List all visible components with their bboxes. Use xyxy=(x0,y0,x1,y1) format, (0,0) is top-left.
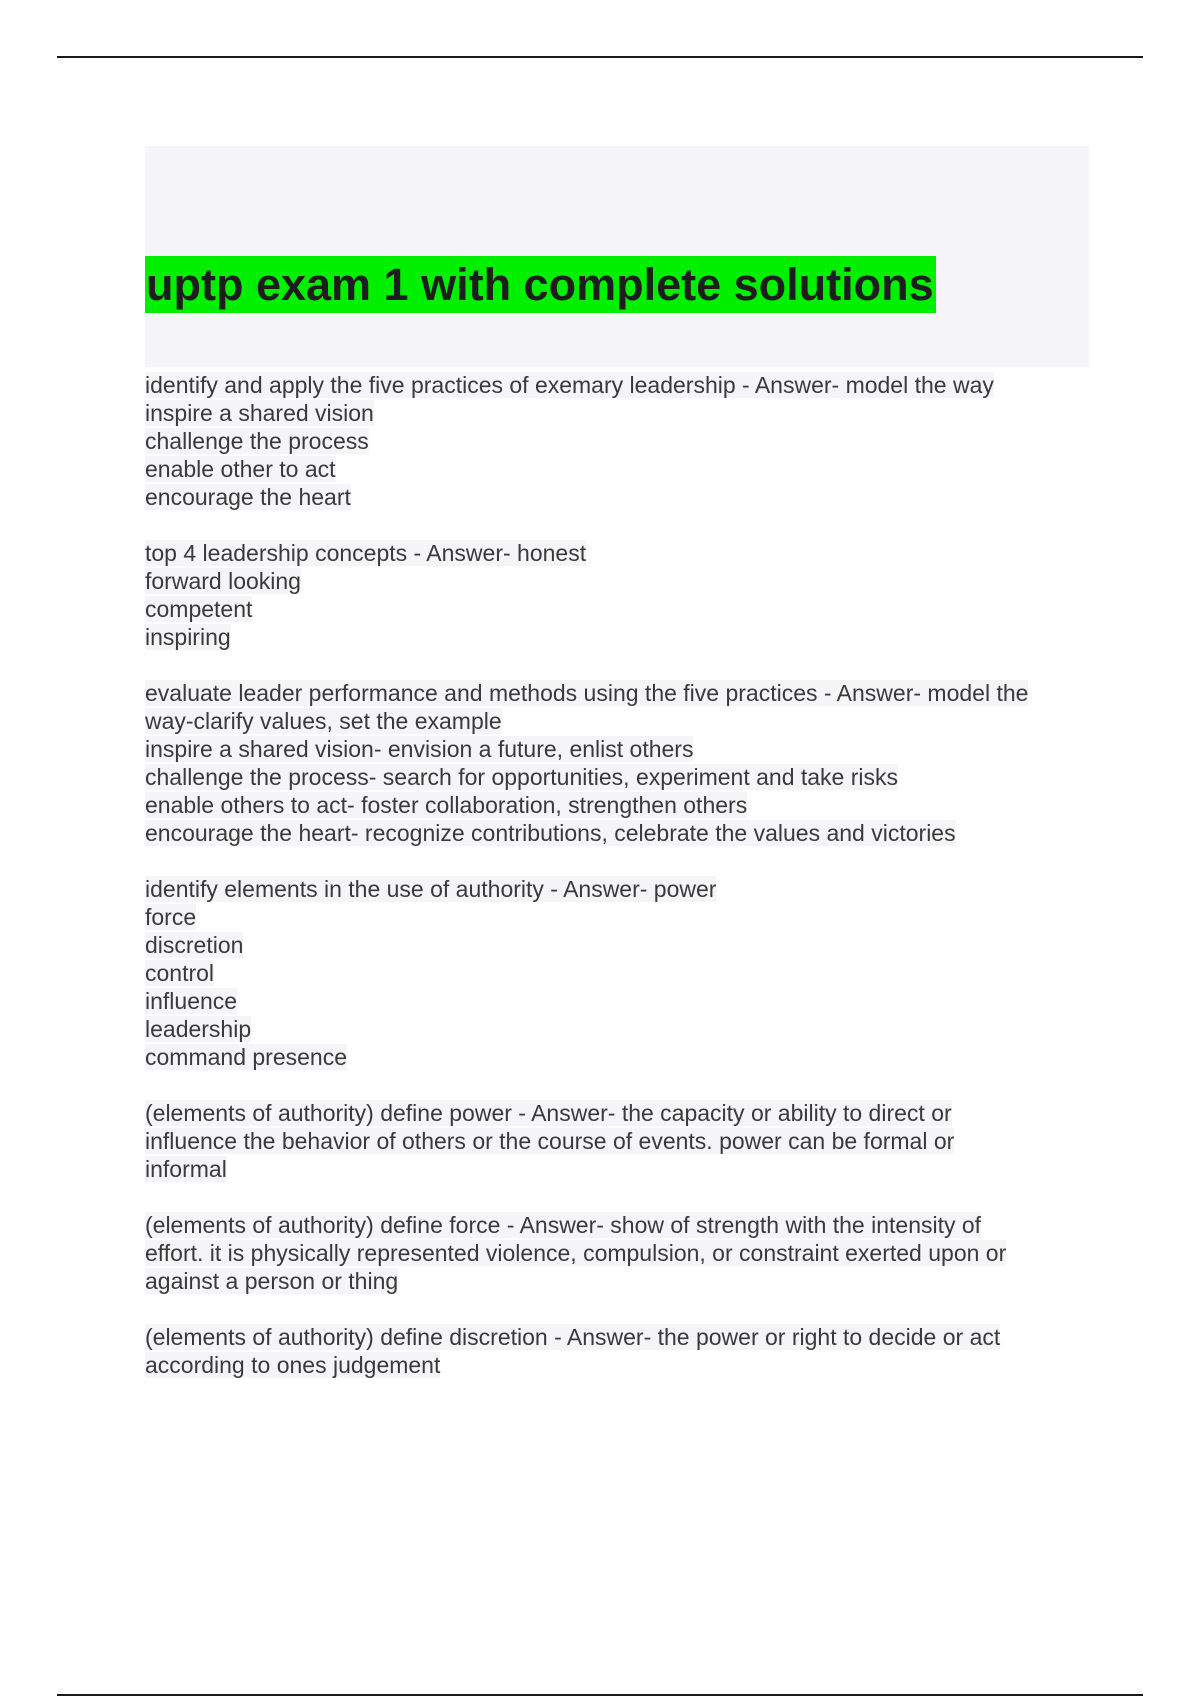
qa-answer-line xyxy=(145,399,1089,427)
qa-line-text: challenge the process- search for opportunities, experiment and take risks xyxy=(145,764,899,790)
qa-line-text: identify and apply the five practices of exemary leadership - Answer- model the way xyxy=(145,372,994,398)
qa-entry xyxy=(145,1099,1089,1183)
qa-line-text: (elements of authority) define discretion - Answer- the power or right to decide or act xyxy=(145,1324,1001,1350)
qa-entry xyxy=(145,1211,1089,1295)
qa-answer-line xyxy=(145,931,1089,959)
qa-line-text: inspire a shared vision xyxy=(145,400,374,426)
qa-line-text: encourage the heart- recognize contributions, celebrate the values and victories xyxy=(145,820,956,846)
qa-answer-line xyxy=(145,987,1089,1015)
qa-answer-line xyxy=(145,623,1089,651)
qa-entry xyxy=(145,371,1089,511)
title-block xyxy=(145,146,1089,367)
qa-answer-line xyxy=(145,1043,1089,1071)
qa-line-text: force xyxy=(145,904,197,930)
qa-answer-line xyxy=(145,735,1089,763)
qa-entry xyxy=(145,679,1089,847)
qa-list xyxy=(145,371,1089,1379)
qa-line-text: identify elements in the use of authority - Answer- power xyxy=(145,876,717,902)
qa-line-text: influence xyxy=(145,988,238,1014)
qa-line-text: forward looking xyxy=(145,568,301,594)
qa-answer-line xyxy=(145,595,1089,623)
document-title: uptp exam 1 with complete solutions xyxy=(145,256,936,313)
qa-question-line xyxy=(145,1099,1089,1127)
qa-line-text: encourage the heart xyxy=(145,484,351,510)
qa-line-text: influence the behavior of others or the course of events. power can be formal or xyxy=(145,1128,955,1154)
qa-line-text: effort. it is physically represented violence, compulsion, or constraint exerted upon or xyxy=(145,1240,1007,1266)
qa-answer-line xyxy=(145,1015,1089,1043)
qa-line-text: evaluate leader performance and methods using the five practices - Answer- model the xyxy=(145,680,1029,706)
qa-answer-line xyxy=(145,1267,1089,1295)
qa-question-line xyxy=(145,1211,1089,1239)
qa-line-text: (elements of authority) define power - Answer- the capacity or ability to direct or xyxy=(145,1100,952,1126)
qa-line-text: inspiring xyxy=(145,624,231,650)
qa-answer-line xyxy=(145,903,1089,931)
qa-answer-line xyxy=(145,791,1089,819)
qa-answer-line xyxy=(145,427,1089,455)
qa-line-text: according to ones judgement xyxy=(145,1352,441,1378)
qa-question-line xyxy=(145,875,1089,903)
qa-question-line xyxy=(145,371,1089,399)
qa-line-text: against a person or thing xyxy=(145,1268,399,1294)
qa-line-text: competent xyxy=(145,596,253,622)
qa-line-text: (elements of authority) define force - Answer- show of strength with the intensity of xyxy=(145,1212,982,1238)
document-body xyxy=(145,146,1089,1379)
qa-line-text: way-clarify values, set the example xyxy=(145,708,502,734)
qa-question-line xyxy=(145,539,1089,567)
top-rule xyxy=(57,56,1143,58)
qa-line-text: discretion xyxy=(145,932,244,958)
qa-line-text: enable other to act xyxy=(145,456,336,482)
qa-question-line xyxy=(145,679,1089,707)
qa-answer-line xyxy=(145,1351,1089,1379)
qa-answer-line xyxy=(145,567,1089,595)
qa-answer-line xyxy=(145,763,1089,791)
qa-answer-line xyxy=(145,483,1089,511)
qa-line-text: informal xyxy=(145,1156,227,1182)
qa-line-text: leadership xyxy=(145,1016,252,1042)
qa-answer-line xyxy=(145,455,1089,483)
qa-answer-line xyxy=(145,959,1089,987)
qa-answer-line xyxy=(145,1127,1089,1155)
qa-line-text: enable others to act- foster collaboration, strengthen others xyxy=(145,792,748,818)
qa-answer-line xyxy=(145,1239,1089,1267)
qa-question-line xyxy=(145,1323,1089,1351)
qa-line-text: challenge the process xyxy=(145,428,369,454)
qa-answer-line xyxy=(145,707,1089,735)
qa-line-text: inspire a shared vision- envision a future, enlist others xyxy=(145,736,694,762)
bottom-rule xyxy=(57,1694,1143,1696)
qa-entry xyxy=(145,539,1089,651)
qa-line-text: top 4 leadership concepts - Answer- honest xyxy=(145,540,587,566)
qa-line-text: control xyxy=(145,960,215,986)
qa-answer-line xyxy=(145,819,1089,847)
qa-entry xyxy=(145,875,1089,1071)
qa-line-text: command presence xyxy=(145,1044,347,1070)
qa-entry xyxy=(145,1323,1089,1379)
qa-answer-line xyxy=(145,1155,1089,1183)
